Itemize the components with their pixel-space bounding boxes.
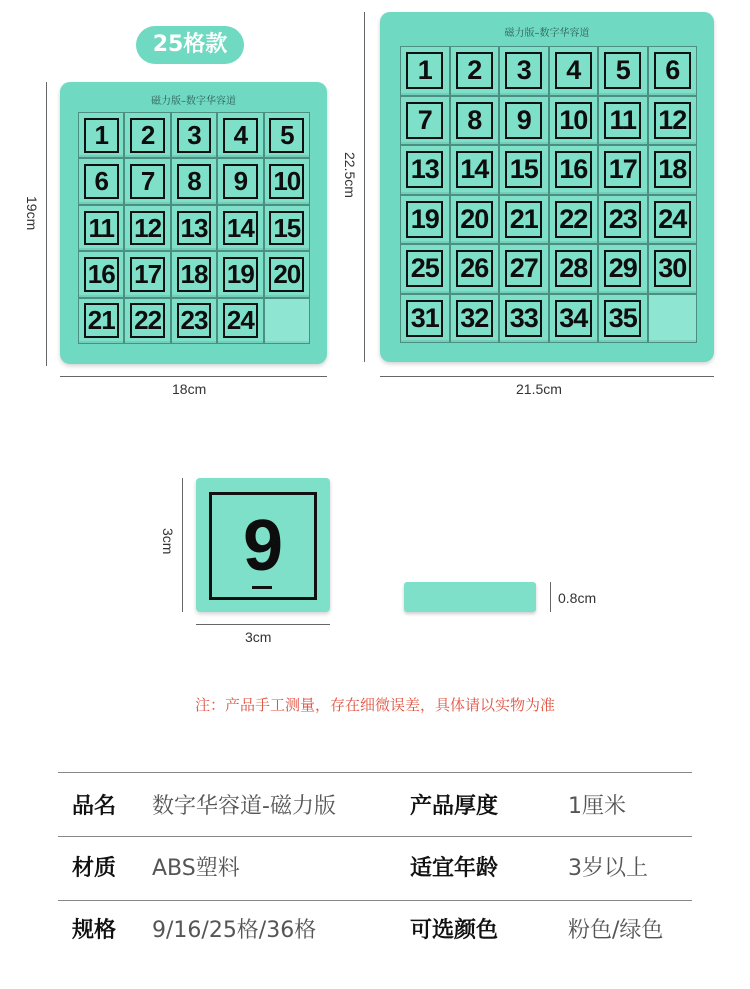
puzzle-tile[interactable] (648, 145, 698, 195)
tile-number: 19 (406, 201, 443, 238)
spec-row (58, 838, 692, 900)
tile-number: 10 (555, 102, 592, 139)
puzzle-tile[interactable] (400, 96, 450, 146)
tile-number: 20 (456, 201, 493, 238)
puzzle-tile[interactable] (264, 205, 310, 251)
tile-number: 17 (130, 257, 165, 292)
tile-number: 13 (177, 211, 212, 246)
puzzle-tile[interactable] (499, 46, 549, 96)
spec-label: 适宜年龄 (410, 856, 499, 881)
puzzle-tile[interactable] (450, 195, 500, 245)
tile-number: 15 (505, 151, 542, 188)
tile-number: 18 (654, 151, 691, 188)
puzzle-tile[interactable] (549, 96, 599, 146)
tile-number: 31 (406, 300, 443, 337)
variant-badge: 25格款 (136, 26, 244, 64)
tile-number: 21 (505, 201, 542, 238)
spec-value: 3岁以上 (568, 856, 648, 881)
puzzle-tile[interactable] (549, 244, 599, 294)
puzzle-tile[interactable] (78, 298, 124, 344)
tile-number: 9 (505, 102, 542, 139)
puzzle-tile[interactable] (549, 294, 599, 344)
tile-number: 14 (223, 211, 258, 246)
puzzle-tile[interactable] (499, 195, 549, 245)
puzzle-tile[interactable] (124, 251, 170, 297)
tile-width-label: 3cm (245, 629, 272, 645)
tile-number: 35 (604, 300, 641, 337)
puzzle-tile[interactable] (598, 195, 648, 245)
tile-number: 19 (223, 257, 258, 292)
spec-value: 9/16/25格/36格 (152, 918, 317, 943)
tile-number: 22 (555, 201, 592, 238)
spec-divider (58, 836, 692, 837)
tile-number: 23 (177, 303, 212, 338)
puzzle-tile[interactable] (450, 244, 500, 294)
large-board-height-label: 22.5cm (342, 152, 358, 198)
tile-number: 10 (269, 164, 304, 199)
tile-number: 20 (269, 257, 304, 292)
large-board-title: 磁力版–数字华容道 (504, 28, 590, 39)
spec-label: 品名 (72, 794, 117, 819)
puzzle-tile[interactable] (450, 46, 500, 96)
tile-number: 8 (456, 102, 493, 139)
spec-row (58, 776, 692, 838)
puzzle-tile[interactable] (598, 244, 648, 294)
tile-number: 11 (84, 211, 119, 246)
tile-number: 25 (406, 250, 443, 287)
puzzle-tile[interactable] (217, 205, 263, 251)
tile-number: 33 (505, 300, 542, 337)
puzzle-tile[interactable] (124, 112, 170, 158)
puzzle-tile[interactable] (217, 112, 263, 158)
puzzle-tile[interactable] (598, 96, 648, 146)
puzzle-tile[interactable] (450, 145, 500, 195)
puzzle-tile[interactable] (124, 205, 170, 251)
spec-divider (58, 772, 692, 773)
tile-number: 30 (654, 250, 691, 287)
small-board-width-label: 18cm (172, 381, 207, 397)
tile-number: 27 (505, 250, 542, 287)
large-board-width-label: 21.5cm (516, 381, 562, 397)
tile-number: 24 (223, 303, 258, 338)
puzzle-tile[interactable] (450, 294, 500, 344)
tile-number: 16 (84, 257, 119, 292)
tile-number: 16 (555, 151, 592, 188)
tile-number: 12 (130, 211, 165, 246)
tile-number: 1 (406, 52, 443, 89)
empty-slot (264, 298, 310, 344)
puzzle-tile[interactable] (648, 46, 698, 96)
puzzle-tile[interactable] (171, 298, 217, 344)
tile-number: 9 (223, 164, 258, 199)
tile-number: 23 (604, 201, 641, 238)
small-board-title: 磁力版–数字华容道 (151, 96, 236, 107)
puzzle-tile[interactable] (499, 244, 549, 294)
tile-thickness-line (550, 582, 551, 612)
tile-number: 2 (130, 118, 165, 153)
tile-number: 34 (555, 300, 592, 337)
puzzle-tile[interactable] (549, 46, 599, 96)
tile-number: 13 (406, 151, 443, 188)
measurement-note: 注：产品手工测量，存在细微误差，具体请以实物为准 (194, 696, 555, 714)
tile-number: 18 (177, 257, 212, 292)
tile-number: 4 (555, 52, 592, 89)
tile-number: 12 (654, 102, 691, 139)
tile-side-view (404, 582, 536, 612)
tile-thickness-label: 0.8cm (558, 590, 597, 606)
puzzle-tile[interactable] (499, 294, 549, 344)
tile-number: 6 (84, 164, 119, 199)
puzzle-tile[interactable] (400, 195, 450, 245)
puzzle-tile[interactable] (217, 298, 263, 344)
puzzle-tile[interactable] (598, 294, 648, 344)
tile-number: 29 (604, 250, 641, 287)
puzzle-tile[interactable] (171, 205, 217, 251)
small-board-height-line (46, 82, 47, 366)
spec-value: 粉色/绿色 (568, 918, 664, 943)
puzzle-tile[interactable] (124, 158, 170, 204)
tile-number: 28 (555, 250, 592, 287)
puzzle-tile[interactable] (264, 251, 310, 297)
tile-height-label: 3cm (160, 528, 176, 555)
single-tile (196, 478, 330, 612)
tile-height-line (182, 478, 183, 612)
spec-value: 1厘米 (568, 794, 626, 819)
tile-number: 11 (604, 102, 641, 139)
tile-number: 17 (604, 151, 641, 188)
puzzle-tile[interactable] (78, 205, 124, 251)
large-board-width-line (380, 376, 714, 377)
puzzle-tile[interactable] (400, 145, 450, 195)
large-board-height-line (364, 12, 365, 362)
spec-value: 数字华容道-磁力版 (152, 794, 336, 819)
tile-number: 8 (177, 164, 212, 199)
puzzle-tile[interactable] (264, 112, 310, 158)
tile-number: 6 (654, 52, 691, 89)
tile-number: 1 (84, 118, 119, 153)
puzzle-tile[interactable] (648, 244, 698, 294)
single-tile-digit: 9 (242, 506, 284, 586)
tile-number: 32 (456, 300, 493, 337)
puzzle-tile[interactable] (78, 158, 124, 204)
tile-number: 15 (269, 211, 304, 246)
small-board-height-label: 19cm (24, 196, 40, 231)
tile-number: 26 (456, 250, 493, 287)
tile-number: 5 (604, 52, 641, 89)
puzzle-tile[interactable] (598, 46, 648, 96)
puzzle-tile[interactable] (499, 96, 549, 146)
small-board-grid (78, 112, 310, 344)
puzzle-tile[interactable] (549, 145, 599, 195)
puzzle-tile[interactable] (450, 96, 500, 146)
tile-number: 7 (130, 164, 165, 199)
single-tile-number (209, 492, 317, 600)
tile-number: 3 (505, 52, 542, 89)
spec-row (58, 900, 692, 962)
puzzle-tile[interactable] (264, 158, 310, 204)
tile-number: 24 (654, 201, 691, 238)
puzzle-tile[interactable] (499, 145, 549, 195)
puzzle-tile[interactable] (217, 251, 263, 297)
puzzle-tile[interactable] (648, 96, 698, 146)
small-board (60, 82, 327, 364)
puzzle-tile[interactable] (598, 145, 648, 195)
puzzle-tile[interactable] (400, 244, 450, 294)
spec-label: 材质 (72, 856, 117, 881)
empty-slot (648, 294, 698, 344)
tile-number: 2 (456, 52, 493, 89)
puzzle-tile[interactable] (124, 298, 170, 344)
tile-number: 5 (269, 118, 304, 153)
puzzle-tile[interactable] (648, 195, 698, 245)
puzzle-tile[interactable] (400, 46, 450, 96)
puzzle-tile[interactable] (400, 294, 450, 344)
large-board (380, 12, 714, 362)
tile-number: 21 (84, 303, 119, 338)
single-tile-underline (252, 586, 272, 589)
spec-label: 产品厚度 (410, 794, 499, 819)
tile-number: 4 (223, 118, 258, 153)
tile-width-line (196, 624, 330, 625)
puzzle-tile[interactable] (549, 195, 599, 245)
spec-label: 规格 (72, 918, 117, 943)
puzzle-tile[interactable] (171, 112, 217, 158)
spec-value: ABS塑料 (152, 856, 240, 881)
puzzle-tile[interactable] (78, 112, 124, 158)
puzzle-tile[interactable] (78, 251, 124, 297)
tile-number: 22 (130, 303, 165, 338)
puzzle-tile[interactable] (217, 158, 263, 204)
puzzle-tile[interactable] (171, 251, 217, 297)
tile-number: 14 (456, 151, 493, 188)
large-board-grid (400, 46, 697, 343)
tile-number: 3 (177, 118, 212, 153)
spec-label: 可选颜色 (410, 918, 499, 943)
small-board-width-line (60, 376, 327, 377)
tile-number: 7 (406, 102, 443, 139)
puzzle-tile[interactable] (171, 158, 217, 204)
